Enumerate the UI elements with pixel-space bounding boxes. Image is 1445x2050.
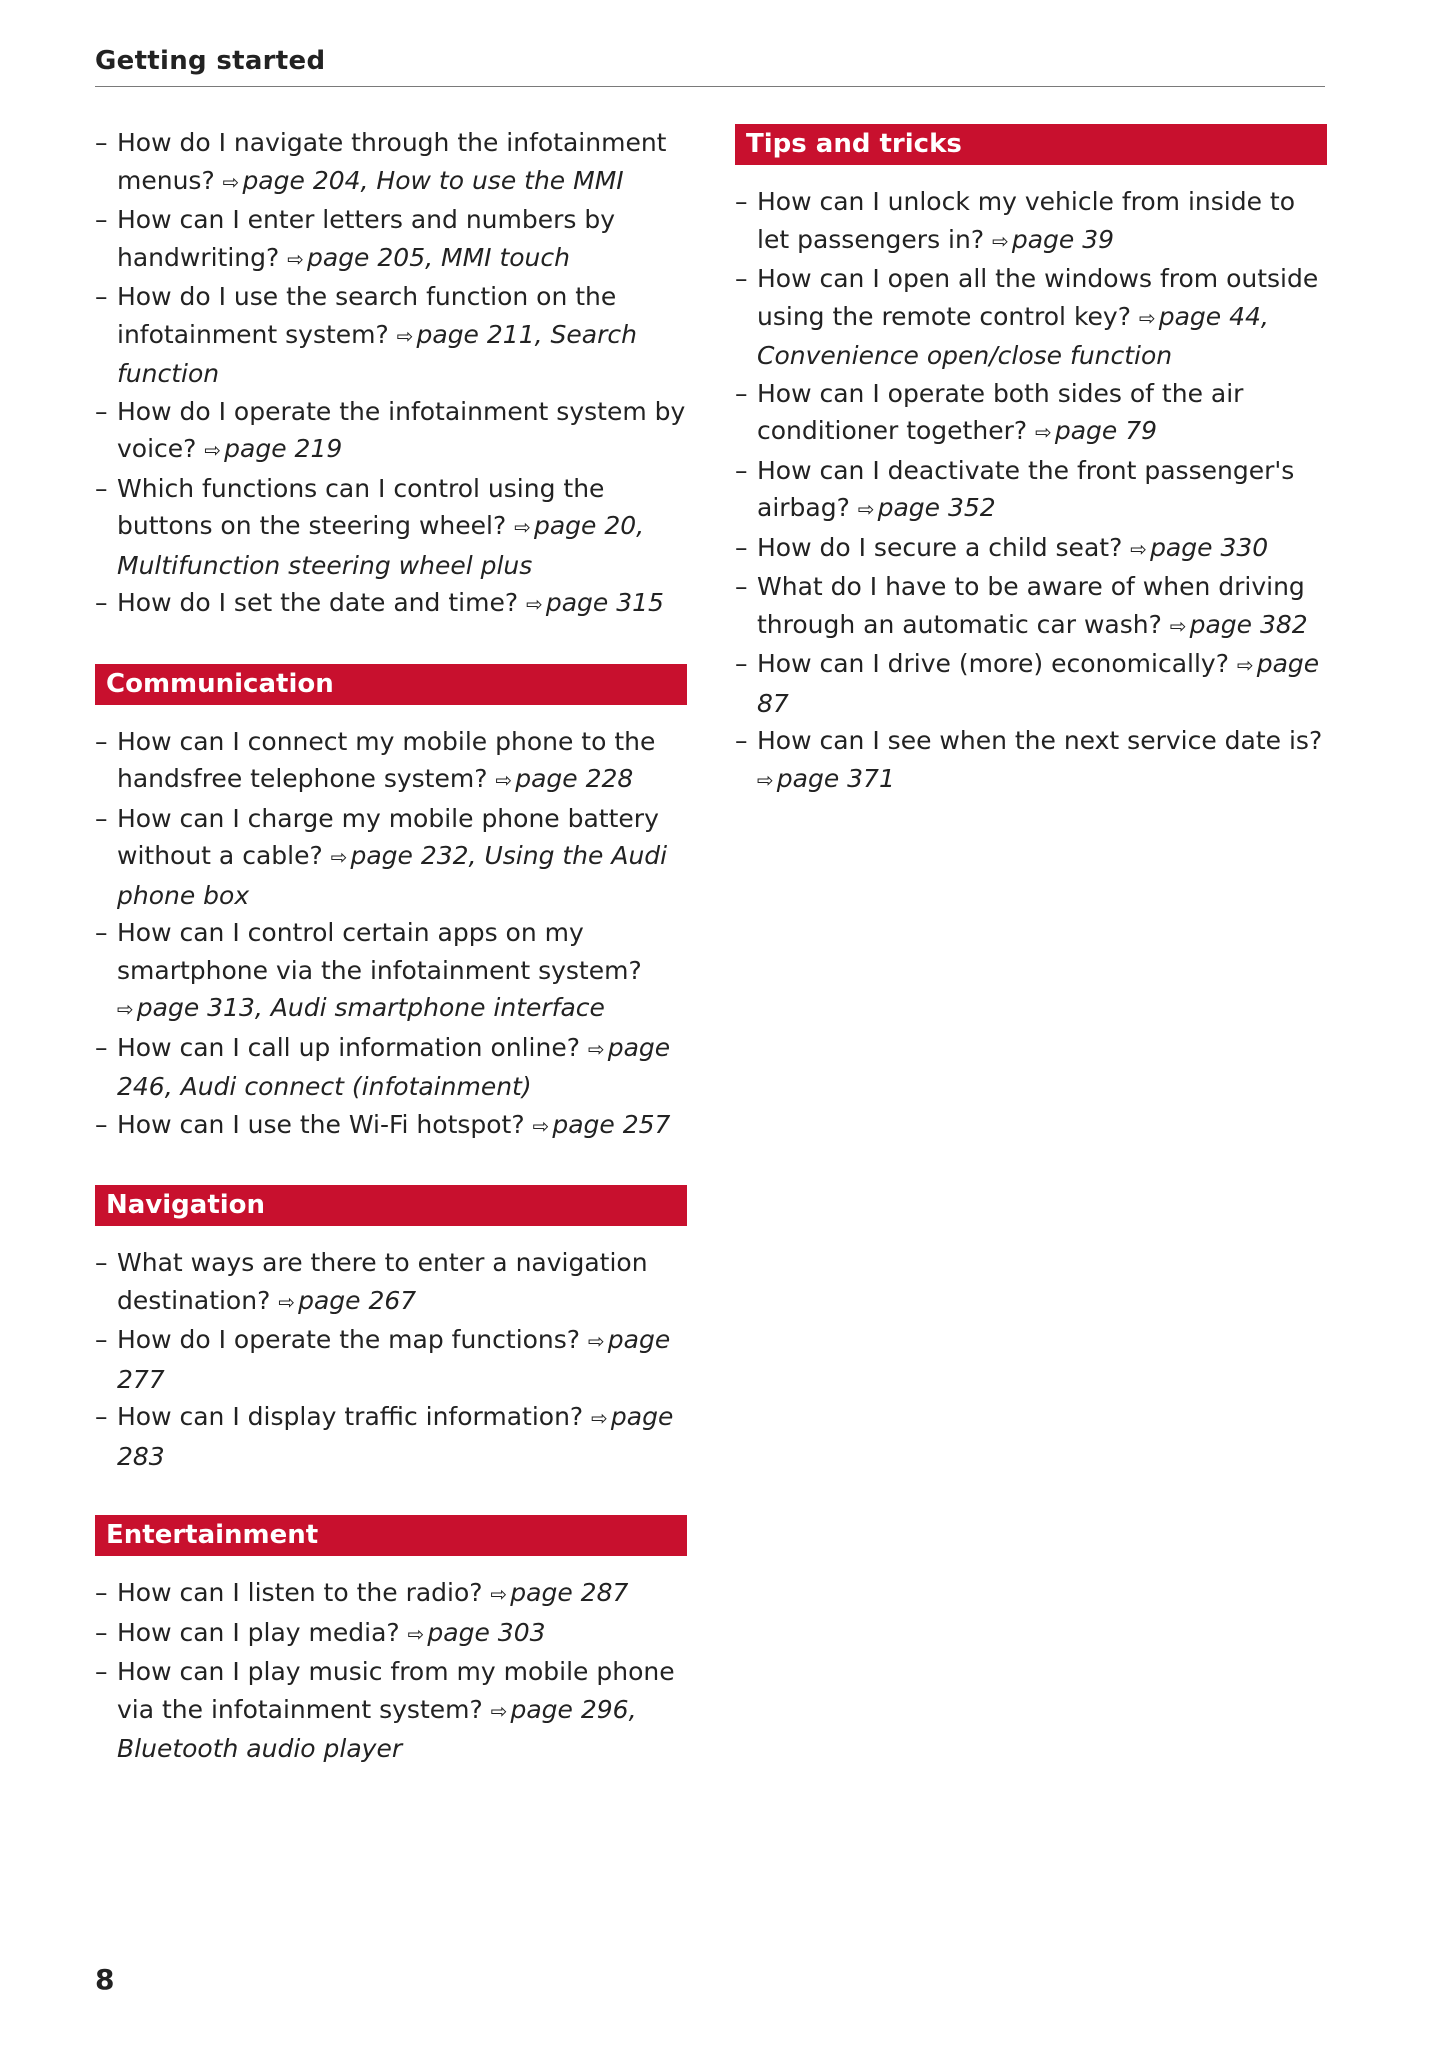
- question-text: How can I deactivate the front passenger's airbag?: [757, 455, 1295, 522]
- page-reference-link[interactable]: [495, 764, 633, 793]
- page-reference-link[interactable]: [526, 588, 664, 617]
- arrow-right-icon: ⇨: [495, 768, 513, 792]
- dash-bullet: –: [95, 1578, 108, 1607]
- page-reference-text: page 204, How to use the MMI: [242, 165, 624, 195]
- page-reference-text: page 296, Bluetooth audio player: [117, 1694, 637, 1763]
- arrow-right-icon: ⇨: [287, 246, 304, 271]
- dash-bullet: –: [95, 396, 108, 426]
- page-reference-link[interactable]: [1170, 610, 1308, 639]
- question-text: How do I navigate through the infotainment menus?: [117, 128, 667, 195]
- page-reference-text: page 39: [1011, 224, 1115, 254]
- dash-bullet: –: [95, 282, 108, 311]
- dash-bullet: –: [95, 205, 108, 234]
- list-item: [95, 393, 687, 470]
- list-item: [95, 723, 687, 800]
- list-item: [735, 529, 1327, 569]
- page-reference-link[interactable]: [1130, 533, 1268, 562]
- question-text: How can I control certain apps on my smartphone via the infotainment system?: [117, 918, 642, 985]
- list-item: [735, 260, 1327, 375]
- dash-bullet: –: [95, 1657, 108, 1686]
- arrow-right-icon: ⇨: [591, 1406, 608, 1430]
- arrow-right-icon: ⇨: [330, 845, 348, 869]
- left-column: [95, 124, 687, 1768]
- list-item: [95, 278, 687, 393]
- list-item: [95, 1398, 687, 1475]
- dash-bullet: –: [735, 726, 748, 755]
- dash-bullet: –: [95, 1248, 108, 1277]
- dash-bullet: –: [735, 532, 748, 562]
- arrow-right-icon: ⇨: [757, 767, 774, 792]
- dash-bullet: –: [735, 187, 748, 216]
- page-reference-text: page 232, Using the Audi phone box: [117, 841, 668, 910]
- page-reference-text: page 315: [545, 588, 664, 617]
- dash-bullet: –: [735, 572, 748, 601]
- arrow-right-icon: ⇨: [1130, 536, 1148, 561]
- list-item: [95, 1029, 687, 1106]
- navigation-list: [95, 1244, 687, 1475]
- dash-bullet: –: [95, 588, 108, 617]
- page-reference-link[interactable]: [287, 243, 570, 272]
- page-reference-text: page 246, Audi connect (infotainment): [117, 1032, 671, 1101]
- question-text: How can I use the Wi-Fi hotspot?: [117, 1109, 525, 1139]
- page-reference-text: page 205, MMI touch: [307, 242, 570, 272]
- arrow-right-icon: ⇨: [588, 1329, 605, 1353]
- page-reference-text: page 330: [1150, 532, 1269, 562]
- list-item: [95, 1321, 687, 1398]
- page-reference-link[interactable]: [204, 434, 342, 463]
- question-text: How can I enter letters and numbers by handwriting?: [117, 205, 616, 272]
- list-item: [735, 722, 1327, 799]
- question-text: How do I use the search function on the infotainment system?: [117, 282, 617, 349]
- question-text: How can I display traffic information?: [117, 1402, 584, 1431]
- page-reference-link[interactable]: [757, 764, 895, 793]
- list-item: [95, 914, 687, 1029]
- page-reference-link[interactable]: [992, 225, 1114, 254]
- dash-bullet: –: [95, 128, 108, 157]
- dash-bullet: –: [95, 803, 108, 833]
- list-item: [735, 452, 1327, 529]
- list-item: [95, 584, 687, 624]
- dash-bullet: –: [735, 378, 748, 408]
- arrow-right-icon: ⇨: [204, 438, 222, 462]
- list-item: [95, 1574, 687, 1614]
- page-reference-text: page 283: [117, 1402, 674, 1471]
- page-reference-text: page 313, Audi smartphone interface: [136, 993, 605, 1022]
- question-text: How can I play music from my mobile phone via the infotainment system?: [117, 1657, 675, 1724]
- list-item: [95, 1244, 687, 1321]
- arrow-right-icon: ⇨: [490, 1698, 508, 1723]
- question-text: How do I set the date and time?: [117, 588, 519, 617]
- arrow-right-icon: ⇨: [1035, 420, 1052, 444]
- list-item: [735, 183, 1327, 260]
- page-reference-text: page 303: [427, 1617, 546, 1647]
- list-item: [735, 375, 1327, 452]
- navigation-section: [95, 1185, 687, 1475]
- arrow-right-icon: ⇨: [514, 515, 531, 539]
- arrow-right-icon: ⇨: [1138, 305, 1156, 330]
- list-item: [95, 124, 687, 201]
- question-text: How can I call up information online?: [117, 1032, 580, 1062]
- question-text: How do I operate the infotainment system by voice?: [117, 396, 686, 463]
- page-reference-text: page 267: [298, 1285, 417, 1315]
- intro-list: [95, 124, 687, 624]
- dash-bullet: –: [735, 455, 748, 485]
- entertainment-list: [95, 1574, 687, 1768]
- question-text: What do I have to be aware of when driving through an automatic car wash?: [757, 572, 1305, 639]
- dash-bullet: –: [735, 649, 748, 678]
- page-reference-link[interactable]: [491, 1578, 629, 1607]
- dash-bullet: –: [95, 726, 108, 756]
- question-text: How can I drive (more) economically?: [757, 649, 1229, 678]
- page-reference-text: page 371: [776, 763, 895, 793]
- page-reference-text: page 382: [1189, 609, 1308, 639]
- page-header: [95, 46, 1325, 87]
- page-reference-link[interactable]: [278, 1286, 416, 1315]
- arrow-right-icon: ⇨: [222, 169, 240, 194]
- arrow-right-icon: ⇨: [490, 1582, 508, 1606]
- arrow-right-icon: ⇨: [992, 228, 1009, 253]
- dash-bullet: –: [95, 473, 108, 503]
- question-text: How do I secure a child seat?: [757, 532, 1123, 562]
- page-reference-text: page 219: [224, 434, 343, 463]
- page-reference-text: page 44, Convenience open/close function: [757, 301, 1269, 370]
- arrow-right-icon: ⇨: [1236, 653, 1254, 677]
- question-text: What ways are there to enter a navigation destination?: [117, 1248, 648, 1315]
- page-title: Getting started: [95, 46, 326, 76]
- dash-bullet: –: [95, 918, 108, 947]
- tips-heading: Tips and tricks: [735, 124, 1327, 165]
- list-item: [95, 800, 687, 915]
- page-number: 8: [95, 1963, 115, 1996]
- page-reference-link[interactable]: [533, 1110, 671, 1139]
- question-text: How can I play media?: [117, 1617, 400, 1647]
- dash-bullet: –: [95, 1032, 108, 1062]
- page-reference-text: page 287: [510, 1578, 629, 1607]
- list-item: [95, 1614, 687, 1654]
- arrow-right-icon: ⇨: [278, 1289, 296, 1314]
- arrow-right-icon: ⇨: [587, 1036, 605, 1061]
- page-reference-text: page 352: [877, 493, 996, 522]
- navigation-heading: Navigation: [95, 1185, 687, 1226]
- arrow-right-icon: ⇨: [396, 323, 414, 348]
- tips-list: [735, 183, 1327, 799]
- page-reference-link[interactable]: [223, 166, 624, 195]
- page-reference-link[interactable]: [408, 1618, 546, 1647]
- dash-bullet: –: [95, 1325, 108, 1354]
- page-reference-text: page 79: [1054, 416, 1158, 445]
- page-reference-text: page 228: [515, 764, 634, 793]
- question-text: How can I charge my mobile phone battery without a cable?: [117, 803, 659, 870]
- tips-section: [735, 124, 1327, 799]
- communication-list: [95, 723, 687, 1146]
- question-text: How can I see when the next service date is?: [757, 726, 1323, 755]
- page-reference-link[interactable]: [858, 493, 996, 522]
- dash-bullet: –: [95, 1617, 108, 1647]
- list-item: [95, 470, 687, 585]
- dash-bullet: –: [95, 1402, 108, 1431]
- page-reference-text: page 277: [117, 1325, 671, 1394]
- question-text: How can I operate both sides of the air conditioner together?: [757, 378, 1244, 445]
- list-item: [95, 201, 687, 278]
- list-item: [735, 645, 1327, 722]
- arrow-right-icon: ⇨: [1169, 613, 1187, 638]
- entertainment-section: [95, 1515, 687, 1768]
- question-text: How can I open all the windows from outside using the remote control key?: [757, 264, 1319, 331]
- communication-heading: Communication: [95, 664, 687, 705]
- page-reference-text: page 211, Search function: [117, 319, 637, 388]
- list-item: [735, 568, 1327, 645]
- arrow-right-icon: ⇨: [526, 592, 543, 616]
- arrow-right-icon: ⇨: [407, 1621, 425, 1646]
- entertainment-heading: Entertainment: [95, 1515, 687, 1556]
- page-reference-text: page 87: [757, 649, 1320, 718]
- page-reference-link[interactable]: [117, 993, 605, 1022]
- question-text: How can I listen to the radio?: [117, 1578, 483, 1607]
- communication-section: [95, 664, 687, 1146]
- page-reference-link[interactable]: [1035, 416, 1157, 445]
- dash-bullet: –: [735, 264, 748, 293]
- question-text: How can I unlock my vehicle from inside to let passengers in?: [757, 187, 1296, 254]
- dash-bullet: –: [95, 1109, 108, 1139]
- right-column: [735, 124, 1327, 799]
- question-text: Which functions can I control using the buttons on the steering wheel?: [117, 473, 605, 540]
- page-reference-text: page 20, Multifunction steering wheel plus: [117, 511, 645, 580]
- page-reference-text: page 257: [552, 1109, 671, 1139]
- question-text: How do I operate the map functions?: [117, 1325, 581, 1354]
- question-text: How can I connect my mobile phone to the handsfree telephone system?: [117, 726, 656, 793]
- arrow-right-icon: ⇨: [532, 1113, 550, 1138]
- arrow-right-icon: ⇨: [857, 497, 875, 521]
- arrow-right-icon: ⇨: [117, 997, 134, 1021]
- list-item: [95, 1106, 687, 1146]
- list-item: [95, 1653, 687, 1768]
